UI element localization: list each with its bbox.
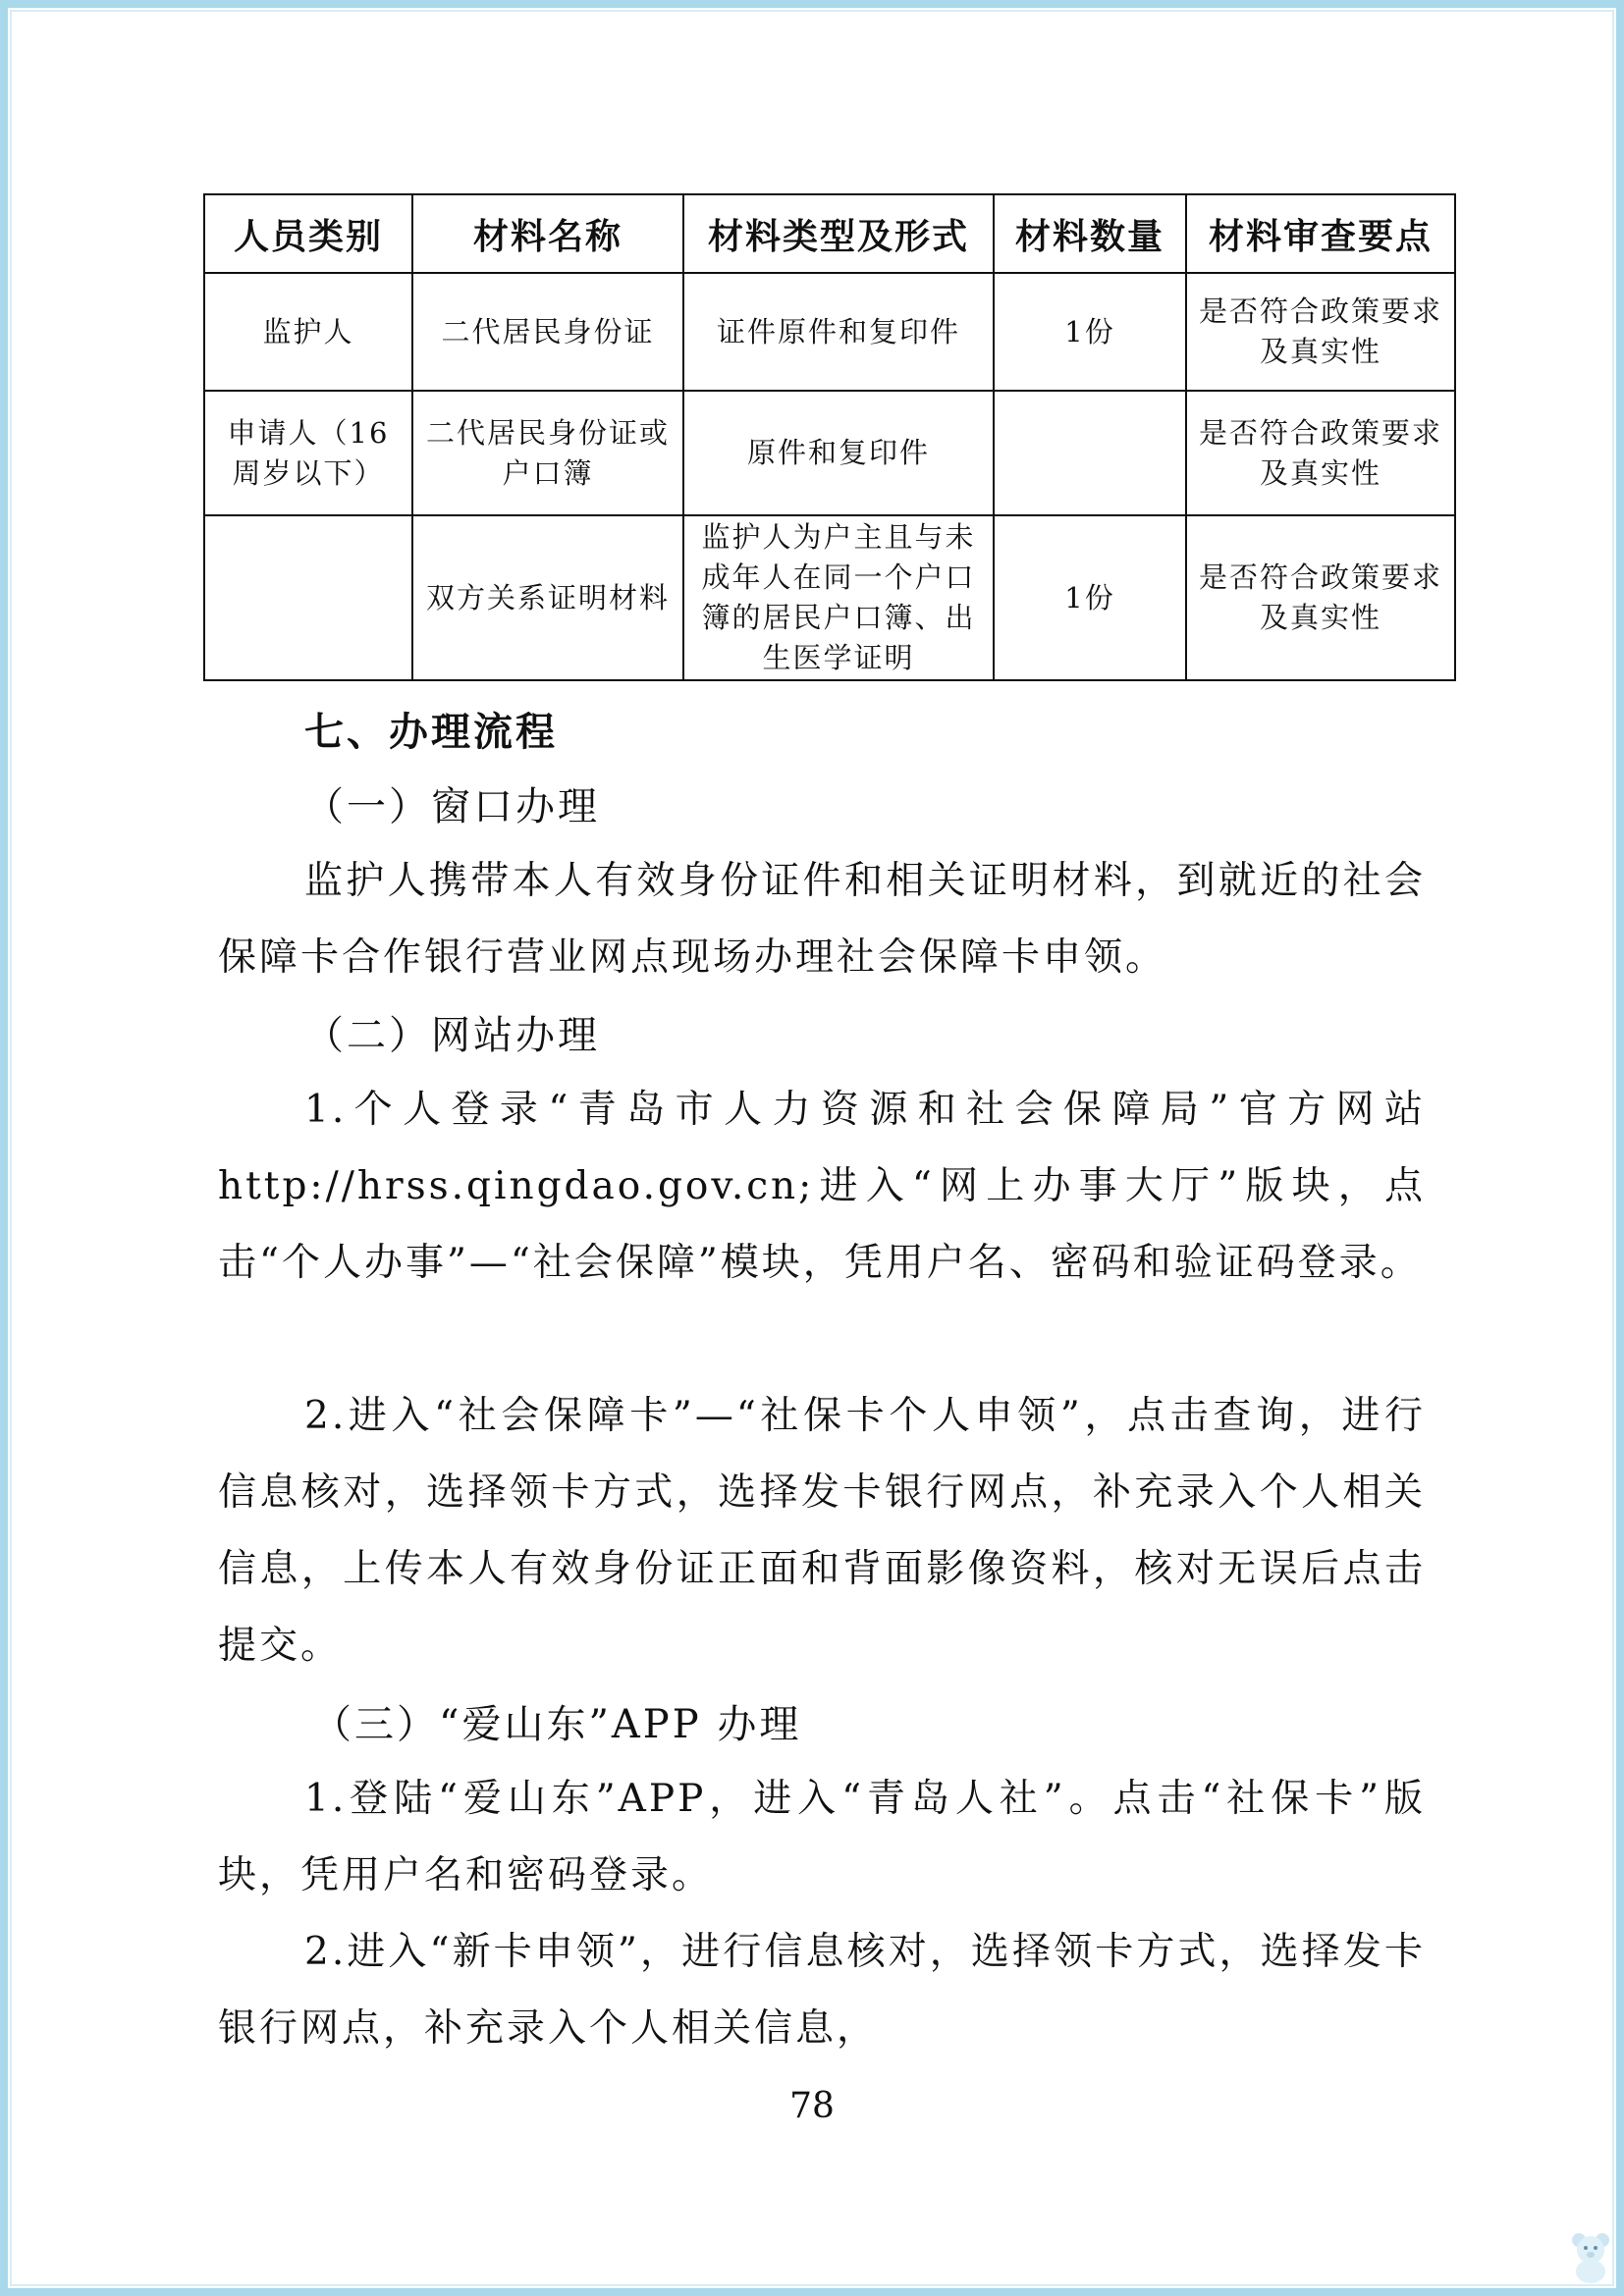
cell-review: 是否符合政策要求及真实性 [1186,515,1455,680]
cell-type: 证件原件和复印件 [683,273,994,391]
table-row [204,273,1455,391]
section-title: 七、办理流程 [304,710,558,755]
table-header-row [204,194,1455,273]
cell-category: 申请人（16周岁以下） [204,391,412,515]
paragraph-app-step1: 1.登陆“爱山东”APP，进入“青岛人社”。点击“社保卡”版块，凭用户名和密码登录。 [218,1777,1426,1897]
header-qty: 材料数量 [994,194,1186,273]
cell-qty: 1份 [994,515,1186,680]
header-review: 材料审查要点 [1186,194,1455,273]
cell-qty [994,391,1186,515]
header-type: 材料类型及形式 [683,194,994,273]
header-category: 人员类别 [204,194,412,273]
cell-review: 是否符合政策要求及真实性 [1186,391,1455,515]
subheading-website: （二）网站办理 [304,1013,600,1058]
cell-name: 双方关系证明材料 [412,515,683,680]
cell-type: 监护人为户主且与未成年人在同一个户口簿的居民户口簿、出生医学证明 [683,515,994,680]
header-name: 材料名称 [412,194,683,273]
cell-type: 原件和复印件 [683,391,994,515]
cell-category: 监护人 [204,273,412,391]
cell-category [204,515,412,680]
paragraph-window: 监护人携带本人有效身份证件和相关证明材料，到就近的社会保障卡合作银行营业网点现场办理社会保障卡申领。 [218,859,1426,980]
cell-review: 是否符合政策要求及真实性 [1186,273,1455,391]
subheading-app: （三）“爱山东”APP 办理 [312,1702,802,1747]
bear-mascot-icon [1569,2230,1612,2283]
paragraph-app-step2: 2.进入“新卡申领”，进行信息核对，选择领卡方式，选择发卡银行网点，补充录入个人相关信息， [218,1930,1426,2051]
cell-name: 二代居民身份证或户口簿 [412,391,683,515]
page-number: 78 [789,2086,835,2126]
table-row [204,515,1455,680]
paragraph-website-step2: 2.进入“社会保障卡”—“社保卡个人申领”，点击查询，进行信息核对，选择领卡方式，选择发卡银行网点，补充录入个人相关信息，上传本人有效身份证正面和背面影像资料，核对无误后点击提交。 [218,1394,1426,1668]
cell-qty: 1份 [994,273,1186,391]
table-row [204,391,1455,515]
materials-table [203,193,1456,681]
paragraph-website-step1: 1.个人登录“青岛市人力资源和社会保障局”官方网站http://hrss.qingdao.gov.cn;进入“网上办事大厅”版块，点击“个人办事”—“社会保障”模块，凭用户名、密码和验证码登录。 [218,1088,1426,1285]
subheading-window: （一）窗口办理 [304,784,600,829]
cell-name: 二代居民身份证 [412,273,683,391]
